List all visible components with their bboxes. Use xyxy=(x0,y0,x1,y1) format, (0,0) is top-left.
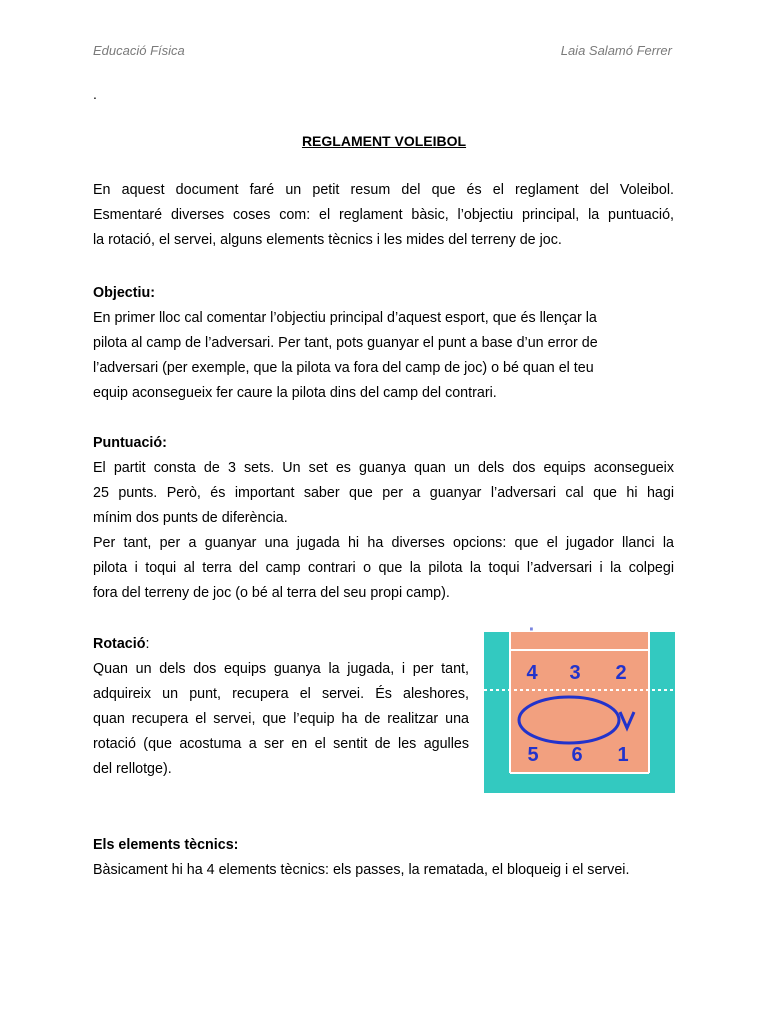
puntuacio-line: fora del terreny de joc (o bé al terra del seu propi camp). xyxy=(93,585,450,601)
objectiu-heading: Objectiu: xyxy=(93,285,155,301)
position-number-6: 6 xyxy=(571,744,583,766)
objectiu-line: pilota al camp de l’adversari. Per tant, pots guanyar el punt a base d’un error de xyxy=(93,335,598,351)
header-author: Laia Salamó Ferrer xyxy=(560,43,672,58)
rotacio-heading: Rotació xyxy=(93,636,146,652)
puntuacio-line: Per tant, per a guanyar una jugada hi ha diverses opcions: que el jugador llanci la xyxy=(93,535,674,551)
position-number-5: 5 xyxy=(527,744,539,766)
objectiu-line: equip aconsegueix fer caure la pilota dins del camp del contrari. xyxy=(93,385,497,401)
intro-line: la rotació, el servei, alguns elements tècnics i les mides del terreny de joc. xyxy=(93,232,562,248)
rotacio-heading-line xyxy=(93,632,469,657)
cut-off-number: · xyxy=(528,619,536,641)
position-number-1: 1 xyxy=(617,744,629,766)
objectiu-line: En primer lloc cal comentar l’objectiu principal d’aquest esport, que és llençar la xyxy=(93,310,597,326)
rotacio-section xyxy=(93,632,469,782)
rotacio-colon: : xyxy=(145,636,150,652)
position-number-2: 2 xyxy=(615,662,627,684)
intro-paragraph xyxy=(93,178,674,253)
puntuacio-line: mínim dos punts de diferència. xyxy=(93,510,288,526)
puntuacio-line: 25 punts. Però, és important saber que per a guanyar l’adversari cal que hi hagi xyxy=(93,485,674,501)
stray-dot: . xyxy=(93,86,97,102)
position-number-3: 3 xyxy=(569,662,581,684)
rotacio-line: del rellotge). xyxy=(93,761,172,777)
puntuacio-heading: Puntuació: xyxy=(93,435,167,451)
elements-line: Bàsicament hi ha 4 elements tècnics: els passes, la rematada, el bloqueig i el servei. xyxy=(93,862,630,878)
intro-line: Esmentaré diverses coses com: el reglament bàsic, l’objectiu principal, la puntuació, xyxy=(93,207,674,223)
document-title: REGLAMENT VOLEIBOL xyxy=(301,133,467,149)
objectiu-section xyxy=(93,281,653,406)
puntuacio-line: El partit consta de 3 sets. Un set es guanya quan un dels dos equips aconsegueix xyxy=(93,460,674,476)
objectiu-line: l’adversari (per exemple, que la pilota va fora del camp de joc) o bé quan el teu xyxy=(93,360,594,376)
position-number-4: 4 xyxy=(526,662,538,684)
rotacio-line: Quan un dels dos equips guanya la jugada, i per tant, xyxy=(93,661,469,677)
rotacio-line: rotació (que acostuma a ser en el sentit de les agulles xyxy=(93,736,469,752)
rotacio-line: quan recupera el servei, que l’equip ha de realitzar una xyxy=(93,711,469,727)
rotation-court-diagram xyxy=(484,619,675,793)
rotacio-line: adquireix un punt, recupera el servei. És aleshores, xyxy=(93,686,469,702)
puntuacio-section xyxy=(93,431,674,606)
elements-heading: Els elements tècnics: xyxy=(93,837,239,853)
puntuacio-line: pilota i toqui al terra del camp contrari o que la pilota la toqui l’adversari i la colpegi xyxy=(93,560,674,576)
elements-section xyxy=(93,833,693,883)
header-subject: Educació Física xyxy=(93,43,185,58)
intro-line: En aquest document faré un petit resum del que és el reglament del Voleibol. xyxy=(93,182,674,198)
